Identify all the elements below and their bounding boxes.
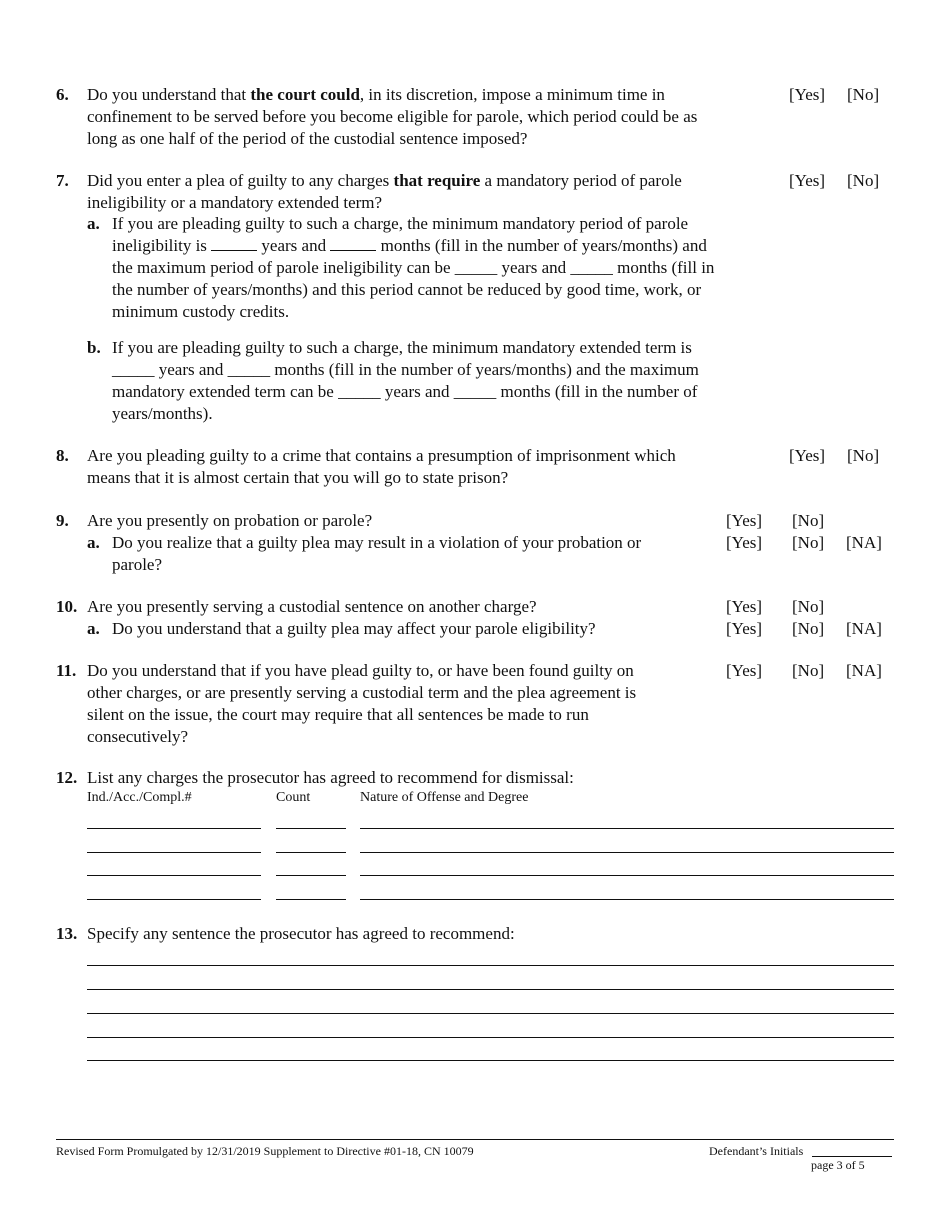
text-line: confinement to be served before you become eligible for parole, which period could be as — [87, 107, 698, 126]
na-option[interactable]: [NA] — [846, 533, 882, 552]
dismissal-count-field[interactable] — [276, 828, 346, 829]
dismissal-ind-field[interactable] — [87, 828, 261, 829]
sub-letter: b. — [87, 338, 101, 357]
sub-letter: a. — [87, 533, 100, 552]
column-header-ind-acc-compl: Ind./Acc./Compl.# — [87, 790, 192, 805]
dismissal-count-field[interactable] — [276, 899, 346, 900]
dismissal-ind-field[interactable] — [87, 875, 261, 876]
text-segment: years and — [257, 236, 331, 255]
sentence-recommendation-line[interactable] — [87, 965, 894, 966]
question-number: 11. — [56, 661, 77, 680]
bold-text: that require — [393, 171, 481, 190]
question-number: 10. — [56, 597, 78, 616]
sentence-recommendation-line[interactable] — [87, 1037, 894, 1038]
no-option[interactable]: [No] — [847, 446, 880, 465]
dismissal-offense-field[interactable] — [360, 828, 894, 829]
no-option[interactable]: [No] — [847, 171, 880, 190]
text-line: ineligibility or a mandatory extended term? — [87, 193, 383, 212]
dismissal-count-field[interactable] — [276, 875, 346, 876]
text-line: means that it is almost certain that you will go to state prison? — [87, 468, 509, 487]
text-line: If you are pleading guilty to such a charge, the minimum mandatory extended term is — [112, 338, 692, 357]
text-line: long as one half of the period of the custodial sentence imposed? — [87, 129, 528, 148]
sub-question-text — [112, 213, 792, 323]
question-text: List any charges the prosecutor has agreed to recommend for dismissal: — [87, 768, 574, 787]
months-blank[interactable] — [330, 236, 376, 251]
sub-letter: a. — [87, 619, 100, 638]
text-line: Are you pleading guilty to a crime that contains a presumption of imprisonment which — [87, 446, 676, 465]
question-number: 12. — [56, 768, 78, 787]
column-header-nature-of-offense: Nature of Offense and Degree — [360, 790, 529, 805]
text-segment: Did you enter a plea of guilty to any charges — [87, 171, 394, 190]
sentence-recommendation-line[interactable] — [87, 1013, 894, 1014]
no-option[interactable]: [No] — [792, 661, 825, 680]
question-number: 7. — [56, 171, 69, 190]
text-segment: ineligibility is — [112, 236, 212, 255]
dismissal-ind-field[interactable] — [87, 852, 261, 853]
sub-question-text — [112, 337, 792, 425]
sentence-recommendation-line[interactable] — [87, 989, 894, 990]
question-text: Are you presently on probation or parole? — [87, 511, 373, 530]
yes-option[interactable]: [Yes] — [789, 171, 826, 190]
question-text — [87, 84, 777, 150]
question-text: Specify any sentence the prosecutor has agreed to recommend: — [87, 924, 515, 943]
question-text — [87, 445, 777, 489]
years-blank[interactable] — [211, 236, 257, 251]
initials-label: Defendant’s Initials — [709, 1144, 804, 1158]
text-line: the number of years/months) and this period cannot be reduced by good time, work, or — [112, 280, 702, 299]
sentence-recommendation-line[interactable] — [87, 1060, 894, 1061]
question-number: 13. — [56, 924, 78, 943]
text-segment: Do you understand that — [87, 85, 251, 104]
yes-option[interactable]: [Yes] — [726, 597, 763, 616]
question-text — [87, 170, 777, 214]
dismissal-offense-field[interactable] — [360, 852, 894, 853]
na-option[interactable]: [NA] — [846, 619, 882, 638]
text-line: Do you understand that if you have plead guilty to, or have been found guilty on — [87, 661, 634, 680]
column-header-count: Count — [276, 790, 311, 805]
question-number: 6. — [56, 85, 69, 104]
question-number: 8. — [56, 446, 69, 465]
question-text — [87, 660, 707, 748]
text-line: parole? — [112, 555, 163, 574]
no-option[interactable]: [No] — [847, 85, 880, 104]
text-line: the maximum period of parole ineligibility can be _____ years and _____ months (fill in — [112, 258, 715, 277]
bold-text: the court could — [250, 85, 360, 104]
question-text: Are you presently serving a custodial sentence on another charge? — [87, 597, 537, 616]
yes-option[interactable]: [Yes] — [726, 619, 763, 638]
dismissal-offense-field[interactable] — [360, 899, 894, 900]
yes-option[interactable]: [Yes] — [726, 511, 763, 530]
text-segment: months (fill in the number of years/months) and — [376, 236, 707, 255]
no-option[interactable]: [No] — [792, 597, 825, 616]
footer-divider — [56, 1139, 894, 1140]
question-number: 9. — [56, 511, 69, 530]
na-option[interactable]: [NA] — [846, 661, 882, 680]
dismissal-count-field[interactable] — [276, 852, 346, 853]
text-line: years/months). — [112, 404, 213, 423]
sub-question-text — [112, 532, 712, 576]
dismissal-ind-field[interactable] — [87, 899, 261, 900]
no-option[interactable]: [No] — [792, 619, 825, 638]
dismissal-offense-field[interactable] — [360, 875, 894, 876]
text-line: silent on the issue, the court may require that all sentences be made to run — [87, 705, 589, 724]
yes-option[interactable]: [Yes] — [726, 533, 763, 552]
text-segment: a mandatory period of parole — [480, 171, 682, 190]
yes-option[interactable]: [Yes] — [789, 446, 826, 465]
text-line: Do you realize that a guilty plea may result in a violation of your probation or — [112, 533, 642, 552]
sub-letter: a. — [87, 214, 100, 233]
text-line: If you are pleading guilty to such a charge, the minimum mandatory period of parole — [112, 214, 689, 233]
no-option[interactable]: [No] — [792, 533, 825, 552]
text-line: _____ years and _____ months (fill in the number of years/months) and the maximum — [112, 360, 699, 379]
initials-field[interactable] — [812, 1156, 892, 1157]
sub-question-text: Do you understand that a guilty plea may affect your parole eligibility? — [112, 619, 596, 638]
yes-option[interactable]: [Yes] — [789, 85, 826, 104]
no-option[interactable]: [No] — [792, 511, 825, 530]
text-line: consecutively? — [87, 727, 189, 746]
page-number: page 3 of 5 — [811, 1158, 865, 1172]
yes-option[interactable]: [Yes] — [726, 661, 763, 680]
revision-note: Revised Form Promulgated by 12/31/2019 Supplement to Directive #01-18, CN 10079 — [56, 1144, 474, 1158]
text-line: minimum custody credits. — [112, 302, 290, 321]
text-line: mandatory extended term can be _____ years and _____ months (fill in the number of — [112, 382, 698, 401]
text-segment: , in its discretion, impose a minimum time in — [359, 85, 665, 104]
text-line: other charges, or are presently serving a custodial term and the plea agreement is — [87, 683, 637, 702]
